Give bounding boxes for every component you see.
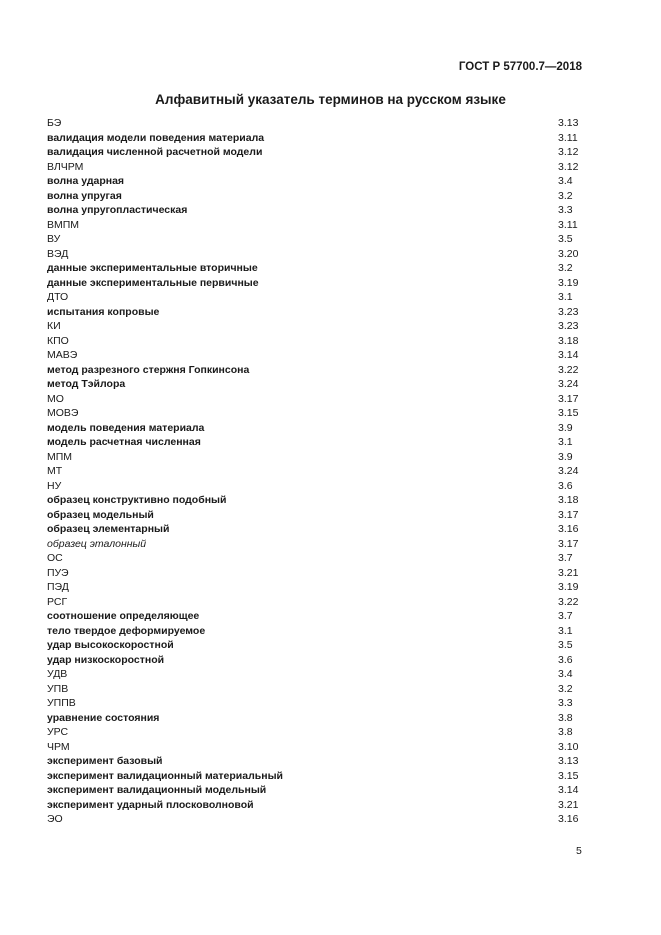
index-term: ПУЭ <box>47 566 69 579</box>
index-reference: 3.9 <box>558 421 573 434</box>
index-entry <box>47 421 581 436</box>
index-reference: 3.18 <box>558 334 579 347</box>
index-entry <box>47 276 581 291</box>
index-term: соотношение определяющее <box>47 610 200 622</box>
index-reference: 3.23 <box>558 305 579 318</box>
index-entry <box>47 377 581 392</box>
index-reference: 3.7 <box>558 610 573 622</box>
index-term: ВМПМ <box>47 218 80 231</box>
index-reference: 3.17 <box>558 508 579 521</box>
index-term: метод Тэйлора <box>47 378 126 390</box>
index-entry <box>47 160 581 175</box>
index-entry <box>47 232 581 247</box>
index-entry <box>47 638 581 653</box>
index-reference: 3.23 <box>558 320 579 332</box>
index-reference: 3.16 <box>558 523 579 535</box>
index-entry <box>47 798 581 813</box>
index-entry <box>47 392 581 407</box>
index-term: ВУ <box>47 233 61 245</box>
index-reference: 3.11 <box>558 131 578 144</box>
index-entry <box>47 174 581 189</box>
index-term: волна ударная <box>47 175 125 187</box>
index-reference: 3.19 <box>558 581 579 593</box>
index-entry <box>47 783 581 798</box>
index-reference: 3.18 <box>558 494 579 506</box>
index-entry <box>47 218 581 233</box>
index-term: волна упругая <box>47 189 122 202</box>
index-term: КПО <box>47 334 69 347</box>
index-entry <box>47 290 581 305</box>
index-reference: 3.16 <box>558 813 579 825</box>
index-entry <box>47 754 581 769</box>
index-reference: 3.4 <box>558 175 573 187</box>
index-reference: 3.22 <box>558 363 579 376</box>
index-term: образец конструктивно подобный <box>47 494 227 506</box>
index-entry <box>47 363 581 378</box>
index-entry <box>47 493 581 508</box>
index-term: МТ <box>47 465 63 477</box>
index-reference: 3.22 <box>558 595 579 608</box>
index-entry <box>47 725 581 740</box>
index-term: УРС <box>47 726 69 738</box>
index-entry <box>47 667 581 682</box>
index-entry <box>47 450 581 465</box>
index-term: ЧРМ <box>47 740 70 753</box>
index-reference: 3.12 <box>558 146 579 158</box>
index-reference: 3.19 <box>558 276 579 289</box>
index-reference: 3.12 <box>558 160 579 173</box>
index-reference: 3.7 <box>558 552 573 564</box>
index-term: образец модельный <box>47 508 154 521</box>
index-term: испытания копровые <box>47 305 160 318</box>
index-reference: 3.8 <box>558 726 573 738</box>
index-term: ВЭД <box>47 247 69 260</box>
index-term: метод разрезного стержня Гопкинсона <box>47 363 250 376</box>
index-entry <box>47 624 581 639</box>
index-entry <box>47 319 581 334</box>
index-reference: 3.21 <box>558 798 579 811</box>
index-reference: 3.4 <box>558 668 573 680</box>
index-term: ДТО <box>47 291 69 303</box>
index-reference: 3.1 <box>558 291 573 303</box>
index-term: тело твердое деформируемое <box>47 624 206 637</box>
index-entry <box>47 203 581 218</box>
index-reference: 3.2 <box>558 682 573 695</box>
index-entry <box>47 131 581 146</box>
index-term: МАВЭ <box>47 349 78 361</box>
index-reference: 3.13 <box>558 755 579 767</box>
index-reference: 3.8 <box>558 711 573 724</box>
index-entry <box>47 406 581 421</box>
page-number: 5 <box>576 845 582 857</box>
index-term: УППВ <box>47 697 76 709</box>
index-reference: 3.14 <box>558 784 579 796</box>
index-entry <box>47 189 581 204</box>
index-reference: 3.11 <box>558 218 578 231</box>
index-term: МО <box>47 392 64 405</box>
index-reference: 3.2 <box>558 189 573 202</box>
index-title: Алфавитный указатель терминов на русском языке <box>155 92 506 107</box>
index-entry <box>47 464 581 479</box>
index-entry <box>47 595 581 610</box>
index-entry <box>47 522 581 537</box>
index-reference: 3.5 <box>558 639 573 651</box>
index-reference: 3.24 <box>558 378 579 390</box>
index-term: образец эталонный <box>47 537 147 550</box>
index-entry <box>47 305 581 320</box>
index-reference: 3.1 <box>558 624 573 637</box>
index-term: модель поведения материала <box>47 421 205 434</box>
index-entry <box>47 769 581 784</box>
index-reference: 3.10 <box>558 740 579 753</box>
index-term: МОВЭ <box>47 407 79 419</box>
index-term: БЭ <box>47 117 62 129</box>
index-reference: 3.17 <box>558 392 579 405</box>
term-index-list <box>47 116 581 827</box>
index-entry <box>47 537 581 552</box>
index-entry <box>47 711 581 726</box>
index-term: КИ <box>47 320 61 332</box>
index-entry <box>47 609 581 624</box>
index-term: эксперимент валидационный модельный <box>47 784 267 796</box>
index-term: РСГ <box>47 595 68 608</box>
index-entry <box>47 247 581 262</box>
index-entry <box>47 580 581 595</box>
index-term: удар высокоскоростной <box>47 639 174 651</box>
index-term: ЭО <box>47 813 63 825</box>
index-reference: 3.1 <box>558 436 573 448</box>
index-entry <box>47 334 581 349</box>
index-entry <box>47 145 581 160</box>
index-term: ОС <box>47 552 63 564</box>
index-reference: 3.17 <box>558 537 579 550</box>
index-term: эксперимент базовый <box>47 755 163 767</box>
index-term: УДВ <box>47 668 68 680</box>
index-term: волна упругопластическая <box>47 204 188 216</box>
index-entry <box>47 435 581 450</box>
index-reference: 3.2 <box>558 262 573 274</box>
index-term: эксперимент валидационный материальный <box>47 769 283 782</box>
index-entry <box>47 566 581 581</box>
index-entry <box>47 508 581 523</box>
index-term: эксперимент ударный плосковолновой <box>47 798 254 811</box>
index-term: удар низкоскоростной <box>47 653 165 666</box>
index-reference: 3.9 <box>558 450 573 463</box>
index-reference: 3.15 <box>558 407 579 419</box>
index-entry <box>47 653 581 668</box>
index-term: данные экспериментальные первичные <box>47 276 259 289</box>
index-term: УПВ <box>47 682 69 695</box>
index-term: ПЭД <box>47 581 69 593</box>
index-reference: 3.14 <box>558 349 579 361</box>
index-reference: 3.21 <box>558 566 579 579</box>
index-reference: 3.20 <box>558 247 579 260</box>
index-entry <box>47 696 581 711</box>
index-term: МПМ <box>47 450 73 463</box>
index-term: данные экспериментальные вторичные <box>47 262 258 274</box>
index-reference: 3.5 <box>558 233 573 245</box>
index-entry <box>47 551 581 566</box>
index-entry <box>47 740 581 755</box>
index-term: уравнение состояния <box>47 711 160 724</box>
document-code: ГОСТ Р 57700.7—2018 <box>458 61 582 73</box>
index-entry <box>47 116 581 131</box>
index-term: валидация модели поведения материала <box>47 131 265 144</box>
index-entry <box>47 261 581 276</box>
index-reference: 3.6 <box>558 479 573 492</box>
index-reference: 3.24 <box>558 465 579 477</box>
index-term: модель расчетная численная <box>47 436 201 448</box>
index-reference: 3.3 <box>558 204 573 216</box>
index-reference: 3.3 <box>558 697 573 709</box>
index-entry <box>47 348 581 363</box>
index-term: ВЛЧРМ <box>47 160 84 173</box>
index-reference: 3.6 <box>558 653 573 666</box>
index-reference: 3.15 <box>558 769 579 782</box>
index-entry <box>47 682 581 697</box>
index-term: валидация численной расчетной модели <box>47 146 263 158</box>
index-entry <box>47 479 581 494</box>
index-term: НУ <box>47 479 62 492</box>
index-term: образец элементарный <box>47 523 170 535</box>
index-entry <box>47 812 581 827</box>
index-reference: 3.13 <box>558 117 579 129</box>
